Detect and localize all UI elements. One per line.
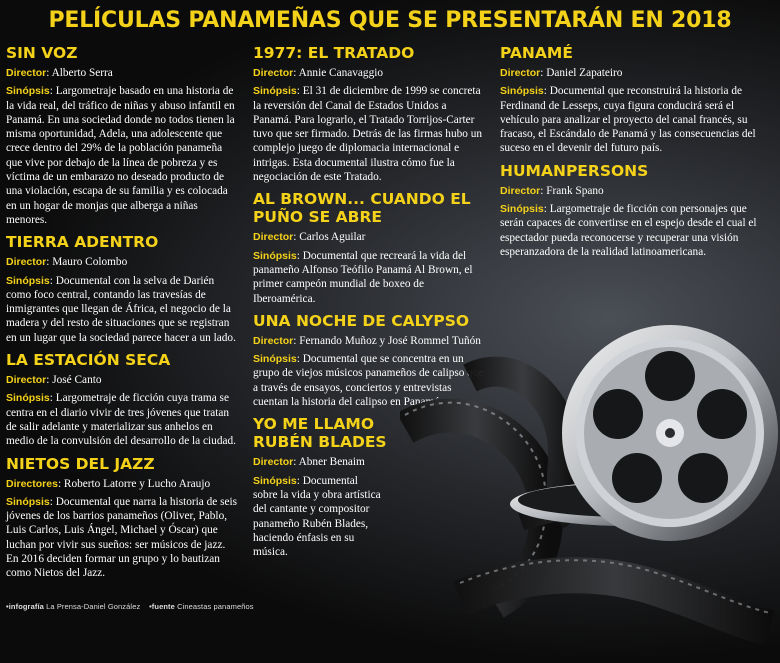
synopsis-label: Sinópsis	[253, 353, 297, 366]
director-name: Abner Benaim	[298, 456, 365, 469]
synopsis-label: Sinópsis	[253, 249, 297, 262]
page-title: PELÍCULAS PANAMEÑAS QUE SE PRESENTARÁN EN 2018	[48, 8, 732, 33]
synopsis-text: Largometraje de ficción cuya trama se centra en el diario vivir de tres jóvenes que tratan de salir adelante y materializar sus anhelos en medio de la convulsión del desarrollo de la ciudad.	[6, 392, 236, 448]
synopsis: Sinópsis: Documental que reconstruirá la historia de Ferdinand de Lesseps, cuya figura conducirá será el vehículo para analizar el proyecto del canal francés, su fracaso, el Escándalo de Panamá y las consecuencias del suceso en el devenir del futuro país.	[500, 85, 756, 155]
synopsis-label: Sinópsis	[6, 495, 50, 508]
fuente-value: Cineastas panameños	[177, 602, 254, 611]
film-paname	[500, 44, 770, 156]
director-name: Annie Canavaggio	[298, 67, 383, 79]
film-nietos-del-jazz	[6, 455, 238, 581]
film-tierra-adentro	[6, 233, 238, 345]
director-label: Director	[500, 67, 541, 79]
director-line: Director: Annie Canavaggio	[253, 67, 383, 79]
director-label: Director	[253, 67, 294, 79]
synopsis: Sinópsis: El 31 de diciembre de 1999 se concreta la reversión del Canal de Estados Unidos a Panamá. Para lograrlo, el Tratado Torrijos-Carter tuvo que ser firmado. Detrás de las firmas hubo un complejo juego de diplomacia internacional e intrigas. Esta documental ilustra cómo fue la negociación de este Tratado.	[253, 85, 483, 184]
synopsis-label: Sinópsis	[6, 85, 50, 98]
fuente-label: •fuente	[149, 602, 175, 611]
synopsis-text: Largometraje basado en una historia de la vida real, del tráfico de niñas y abuso infantil en Panamá. En una sociedad donde no todos tienen la misma oportunidad, Adela, una adolescente que crece dentro del 29% de la población panameña que vive por debajo de la línea de pobreza y es víctima de un embarazo no deseado producto de una violación, escapa de su familia y es colocada en un hogar de monjas que alberga a niñas menores.	[6, 85, 235, 226]
director-label: Director	[6, 374, 47, 387]
synopsis-label: Sinópsis	[6, 274, 50, 287]
film-title: 1977: EL TRATADO	[253, 44, 415, 62]
synopsis-label: Sinópsis	[6, 392, 50, 405]
film-title: HUMANPERSONS	[500, 161, 649, 180]
director-name: Carlos Aguilar	[299, 231, 366, 244]
director-label: Director	[253, 231, 294, 244]
film-title: SIN VOZ	[6, 44, 78, 62]
synopsis-label: Sinópsis	[253, 474, 297, 487]
director-name: José Canto	[52, 374, 102, 387]
synopsis: Sinópsis: Documental con la selva de Darién como foco central, contando las travesías de inmigrantes que llegan de África, el negocio de la madera y del resto de situaciones que se registran en un lugar que la sociedad parece hacer a un lado.	[6, 274, 236, 344]
director-name: Fernando Muñoz y José Rommel Tuñón	[299, 334, 481, 347]
director-line: Director: Mauro Colombo	[6, 256, 128, 269]
director-line: Directores: Roberto Latorre y Lucho Araujo	[6, 477, 211, 490]
column-right	[500, 44, 770, 265]
director-label: Director	[6, 256, 47, 269]
director-line: Director: Carlos Aguilar	[253, 231, 366, 244]
synopsis-label: Sinópsis	[500, 203, 544, 216]
film-title: LA ESTACIÓN SECA	[6, 351, 171, 370]
director-line: Director: Fernando Muñoz y José Rommel Tuñón	[253, 334, 481, 347]
synopsis-text: Largometraje de ficción con personajes que serán capaces de convertirse en el espejo desde el cual el espectador pueda reconocerse y recuperar una visión esperanzadora de la realidad latinoamericana.	[500, 203, 757, 258]
synopsis: Sinópsis: Largometraje basado en una historia de la vida real, del tráfico de niñas y abuso infantil en Panamá. En una sociedad donde no todos tienen la misma oportunidad, Adela, una adolescente que crece dentro del 29% de la población panameña que vive por debajo de la línea de pobreza y es víctima de un embarazo no deseado producto de una violación, escapa de su familia y es colocada en un hogar de monjas que alberga a niñas menores.	[6, 85, 235, 226]
synopsis-label: Sinópsis	[500, 85, 544, 98]
director-name: Mauro Colombo	[52, 256, 128, 269]
director-line: Director: Abner Benaim	[253, 456, 365, 469]
film-reel-icon	[400, 318, 780, 663]
film-title: YO ME LLAMO RUBÉN BLADES	[253, 415, 387, 452]
synopsis: Sinópsis: Documental que se concentra en un grupo de viejos músicos panameños de calipso que a través de ensayos, conciertos y entrevistas cuentan la historia del calipso en Panamá.	[253, 353, 484, 409]
director-line: Director: José Canto	[6, 374, 102, 387]
synopsis-text: Documental sobre la vida y obra artística del cantante y compositor panameño Rubén Blades, haciendo énfasis en su música.	[253, 474, 381, 559]
synopsis: Sinópsis: Documental sobre la vida y obra artística del cantante y compositor panameño Rubén Blades, haciendo énfasis en su música.	[253, 474, 381, 559]
director-label: Director	[500, 184, 541, 197]
infografia-value: La Prensa-Daniel González	[46, 602, 141, 611]
film-la-estacion-seca	[6, 351, 238, 448]
synopsis: Sinópsis: Documental que narra la historia de seis jóvenes de los barrios panameños (Oliver, Pablo, Luis Carlos, Luis Ángel, Michael y Óscar) que luchan por vivir sus sueños: ser músicos de jazz. En 2016 deciden formar un grupo y lo bautizan como Nietos del Jazz.	[6, 495, 238, 580]
film-sin-voz	[6, 44, 238, 227]
film-title: UNA NOCHE DE CALYPSO	[253, 311, 470, 330]
film-title: PANAMÉ	[500, 44, 573, 62]
synopsis: Sinópsis: Documental que recreará la vida del panameño Alfonso Teófilo Panamá Al Brown, el primer campeón mundial de boxeo de Iberoamérica.	[253, 249, 473, 305]
director-line: Director: Daniel Zapateiro	[500, 67, 623, 79]
director-name: Frank Spano	[546, 184, 604, 197]
film-title: NIETOS DEL JAZZ	[6, 454, 155, 473]
film-al-brown	[253, 190, 485, 305]
synopsis-text: Documental con la selva de Darién como foco central, contando las travesías de inmigrantes que llegan de África, el negocio de la madera y del resto de situaciones que se registran en un lugar que la sociedad parece hacer a un lado.	[6, 274, 236, 344]
synopsis-label: Sinópsis	[253, 85, 297, 98]
credits-footer	[6, 602, 254, 611]
director-label: Director	[253, 334, 294, 347]
director-name: Daniel Zapateiro	[546, 67, 623, 79]
film-humanpersons	[500, 162, 770, 259]
synopsis-text: El 31 de diciembre de 1999 se concreta la reversión del Canal de Estados Unidos a Panamá. Para lograrlo, el Tratado Torrijos-Carter tuvo que ser firmado. Detrás de las firmas hubo un complejo juego de diplomacia internacional e intrigas. Esta documental ilustra cómo fue la negociación de este Tratado.	[253, 85, 483, 184]
synopsis-text: Documental que narra la historia de seis jóvenes de los barrios panameños (Oliver, Pablo, Luis Carlos, Luis Ángel, Michael y Óscar) que luchan por vivir sus sueños: ser músicos de jazz. En 2016 deciden formar un grupo y lo bautizan como Nietos del Jazz.	[6, 495, 238, 580]
director-label: Director	[6, 67, 47, 79]
film-title: AL BROWN... CUANDO EL PUÑO SE ABRE	[253, 190, 471, 227]
synopsis-text: Documental que recreará la vida del panameño Alfonso Teófilo Panamá Al Brown, el primer campeón mundial de boxeo de Iberoamérica.	[253, 249, 473, 305]
directores-label: Directores	[6, 477, 58, 490]
synopsis: Sinópsis: Largometraje de ficción con personajes que serán capaces de convertirse en el espejo desde el cual el espectador pueda reconocerse y recuperar una visión esperanzadora de la realidad latinoamericana.	[500, 203, 757, 258]
director-label: Director	[253, 456, 294, 469]
infografia-label: •infografía	[6, 602, 44, 611]
director-line: Director: Frank Spano	[500, 184, 604, 197]
film-1977-el-tratado	[253, 44, 485, 184]
synopsis: Sinópsis: Largometraje de ficción cuya trama se centra en el diario vivir de tres jóvenes que tratan de salir adelante y materializar sus anhelos en medio de la convulsión del desarrollo de la ciudad.	[6, 392, 236, 448]
synopsis-text: Documental que se concentra en un grupo de viejos músicos panameños de calipso que a través de ensayos, conciertos y entrevistas cuentan la historia del calipso en Panamá.	[253, 353, 484, 409]
film-title: TIERRA ADENTRO	[6, 233, 159, 252]
column-left	[6, 44, 238, 587]
director-line: Director: Alberto Serra	[6, 67, 113, 79]
director-name: Roberto Latorre y Lucho Araujo	[63, 477, 211, 490]
film-yo-me-llamo-ruben-blades	[253, 415, 413, 559]
director-name: Alberto Serra	[51, 67, 113, 79]
synopsis-text: Documental que reconstruirá la historia de Ferdinand de Lesseps, cuya figura conducirá será el vehículo para analizar el proyecto del canal francés, su fracaso, el Escándalo de Panamá y las consecuencias del suceso en el devenir del futuro país.	[500, 85, 756, 155]
